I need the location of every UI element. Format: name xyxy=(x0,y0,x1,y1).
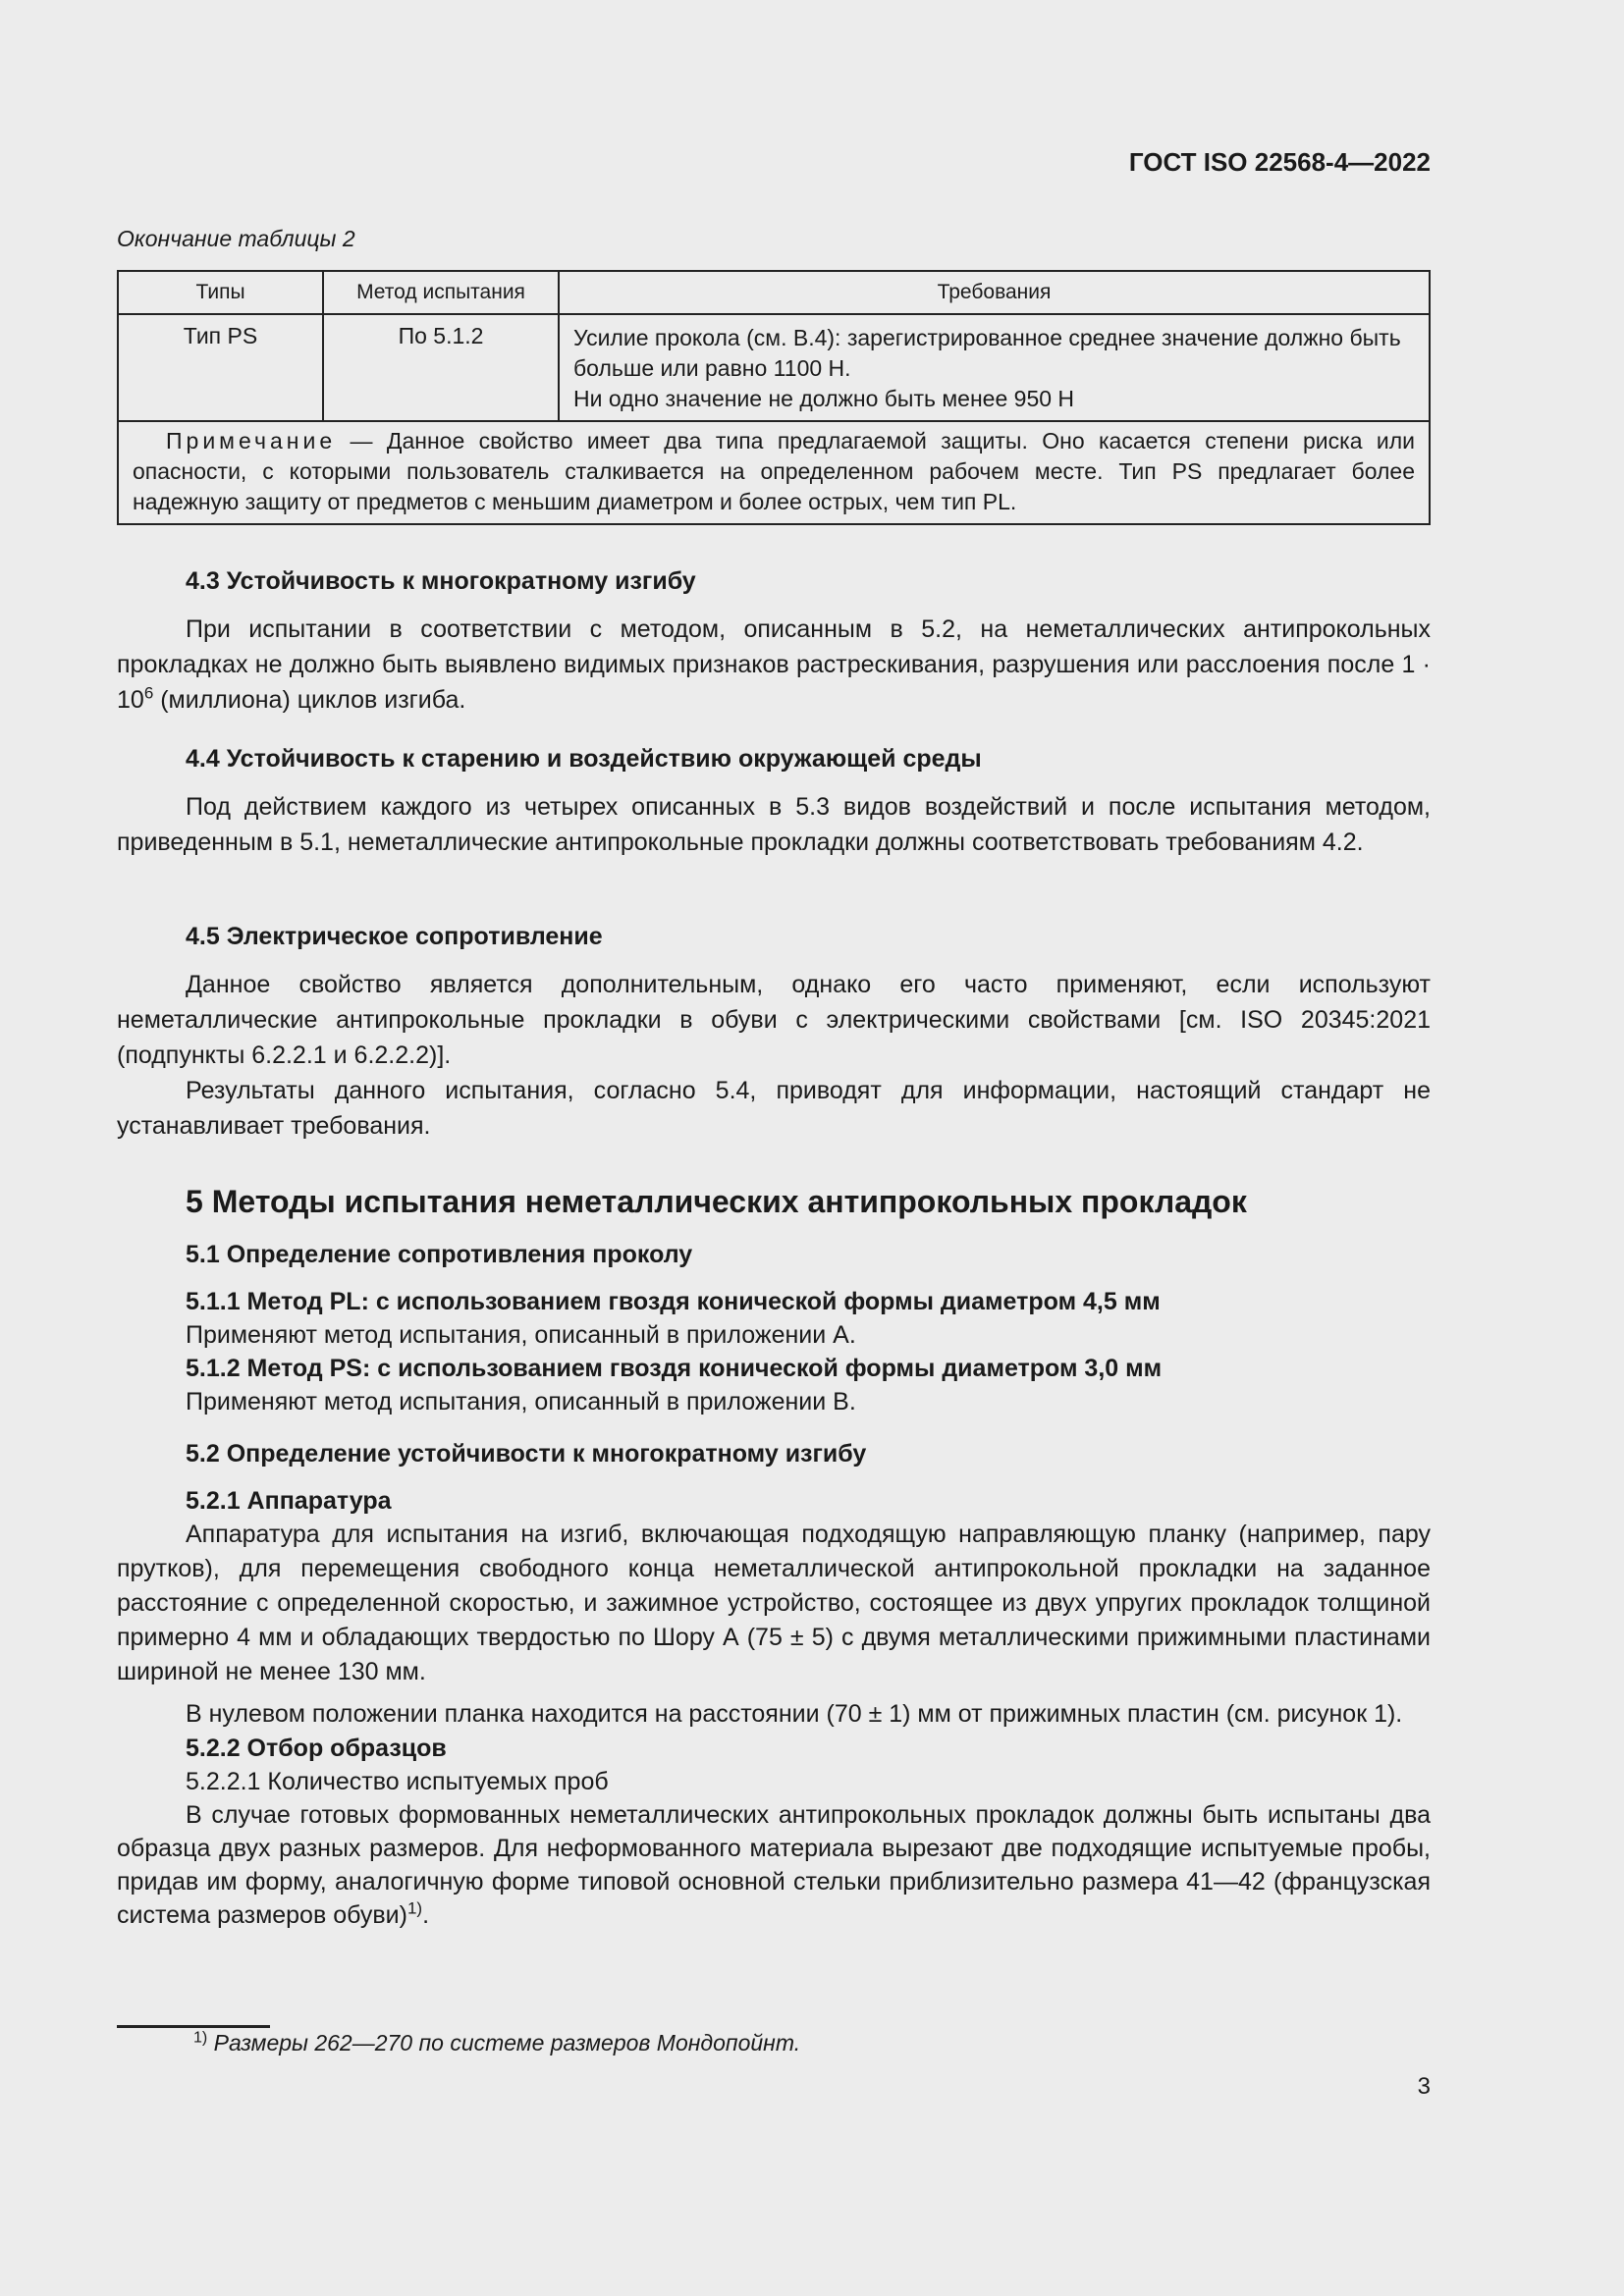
cell-type: Тип PS xyxy=(118,314,323,421)
subsection-heading: 5.1 Определение сопротивления проколу xyxy=(186,1241,693,1268)
table-note xyxy=(118,421,1430,524)
footnote xyxy=(193,2030,800,2056)
note-text: — Данное свойство имеет два типа предлагаемой защиты. Оно касается степени риска или опасности, с которыми пользователь сталкивается на определенном рабочем месте. Тип PS предлагает более надежную защиту от предметов с меньшим диаметром и более острых, чем тип PL. xyxy=(133,428,1415,514)
paragraph xyxy=(117,612,1431,718)
paragraph-text: При испытании в соответствии с методом, описанным в 5.2, на неметаллических антипрокольных прокладках не должно быть выявлено видимых признаков растрескивания, разрушения или расслоения после 1 · 10 xyxy=(117,615,1431,714)
col-header-types: Типы xyxy=(118,271,323,314)
subsection-heading: 5.2 Определение устойчивости к многократному изгибу xyxy=(186,1440,867,1468)
section-4-3 xyxy=(117,563,1431,718)
cell-method: По 5.1.2 xyxy=(323,314,559,421)
footnote-divider xyxy=(117,2025,270,2028)
paragraph: Под действием каждого из четырех описанных в 5.3 видов воздействий и после испытания методом, приведенным в 5.1, неметаллические антипрокольные прокладки должны соответствовать требованиям 4.2. xyxy=(117,793,1431,856)
paragraph: Применяют метод испытания, описанный в приложении В. xyxy=(186,1388,856,1415)
superscript: 6 xyxy=(143,683,154,703)
section-4-4 xyxy=(117,741,1431,860)
col-header-requirements: Требования xyxy=(559,271,1430,314)
page-number: 3 xyxy=(1417,2073,1431,2100)
section-4-5 xyxy=(117,919,1431,1144)
col-header-method: Метод испытания xyxy=(323,271,559,314)
section-heading: 4.3 Устойчивость к многократному изгибу xyxy=(186,567,696,595)
paragraph: Результаты данного испытания, согласно 5.4, приводят для информации, настоящий стандарт не устанавливает требования. xyxy=(117,1077,1431,1140)
paragraph-text-end: . xyxy=(422,1901,430,1929)
section-heading: 4.4 Устойчивость к старению и воздействию окружающей среды xyxy=(186,745,982,773)
requirement-line-2: Ни одно значение не должно быть менее 950 Н xyxy=(573,386,1075,411)
requirement-line-1: Усилие прокола (см. В.4): зарегистрированное среднее значение должно быть больше или равно 1100 Н. xyxy=(573,325,1401,381)
subsection-heading: 5.2.2 Отбор образцов xyxy=(186,1735,447,1762)
footnote-ref: 1) xyxy=(406,1898,423,1918)
paragraph: В нулевом положении планка находится на расстоянии (70 ± 1) мм от прижимных пластин (см. рисунок 1). xyxy=(186,1700,1403,1728)
section-heading: 5 Методы испытания неметаллических антипрокольных прокладок xyxy=(186,1184,1247,1219)
paragraph xyxy=(117,1798,1431,1932)
paragraph: Данное свойство является дополнительным, однако его часто применяют, если используют неметаллические антипрокольные прокладки в обуви с электрическими свойствами [см. ISO 20345:2021 (подпункты 6.2.2.1 и 6.2.2.2)]. xyxy=(117,971,1431,1069)
subsection-heading: 5.1.2 Метод PS: с использованием гвоздя конической формы диаметром 3,0 мм xyxy=(186,1355,1163,1382)
paragraph-text-end: (миллиона) циклов изгиба. xyxy=(153,686,466,714)
cell-requirements xyxy=(559,314,1430,421)
footnote-mark: 1) xyxy=(193,2029,208,2047)
subsection-heading: 5.1.1 Метод PL: с использованием гвоздя конической формы диаметром 4,5 мм xyxy=(186,1288,1161,1315)
table-row xyxy=(118,314,1430,421)
section-5 xyxy=(117,1184,1431,1932)
table-note-row xyxy=(118,421,1430,524)
section-heading: 4.5 Электрическое сопротивление xyxy=(186,923,603,950)
table-caption: Окончание таблицы 2 xyxy=(117,226,355,251)
note-label: Примечание xyxy=(166,428,337,454)
footnote-text: Размеры 262—270 по системе размеров Мондопойнт. xyxy=(213,2030,801,2056)
requirements-table xyxy=(117,270,1431,525)
paragraph-text: В случае готовых формованных неметаллических антипрокольных прокладок должны быть испытаны два образца двух разных размеров. Для неформованного материала вырезают две подходящие испытуемые пробы, придав им форму, аналогичную форме типовой основной стельки приблизительно размера 41—42 (французская система размеров обуви) xyxy=(117,1801,1431,1929)
subsection-heading: 5.2.2.1 Количество испытуемых проб xyxy=(186,1768,609,1795)
paragraph: Применяют метод испытания, описанный в приложении А. xyxy=(186,1321,856,1349)
document-header: ГОСТ ISO 22568-4—2022 xyxy=(1128,147,1431,177)
paragraph: Аппаратура для испытания на изгиб, включающая подходящую направляющую планку (например, пару прутков), для перемещения свободного конца неметаллической антипрокольной прокладки на заданное расстояние с определенной скоростью, и зажимное устройство, состоящее из двух упругих прокладок толщиной примерно 4 мм и обладающих твердостью по Шору А (75 ± 5) с двумя металлическими прижимными пластинами шириной не менее 130 мм. xyxy=(117,1521,1431,1685)
subsection-heading: 5.2.1 Аппаратура xyxy=(186,1487,392,1515)
table-header-row xyxy=(118,271,1430,314)
